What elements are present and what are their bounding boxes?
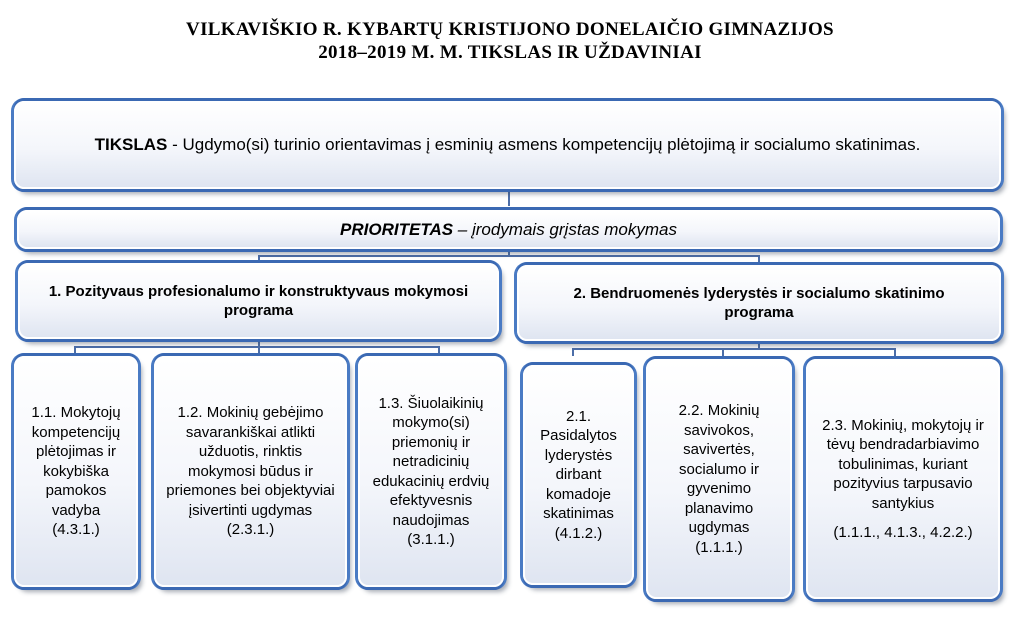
connector-program1-mid	[258, 346, 260, 354]
connector-goal-priority	[508, 190, 510, 206]
task-2-1-description: 2.1. Pasidalytos lyderystės dirbant komadoje skatinimas	[540, 407, 617, 523]
task-1-2-code: (2.3.1.)	[226, 521, 275, 539]
goal-description: - Ugdymo(si) turinio orientavimas į esminių asmens kompetencijų plėtojimą ir socialumo skatinimas.	[167, 135, 921, 155]
program-1-title: 1. Pozityvaus profesionalumo ir konstruktyvaus mokymosi programa	[48, 282, 469, 319]
task-box-1-1	[14, 356, 138, 587]
diagram-title	[0, 18, 1020, 64]
goal-text	[89, 135, 927, 155]
task-box-2-2	[646, 359, 792, 599]
task-1-1-text	[16, 403, 136, 540]
program-box-1	[18, 263, 499, 339]
connector-program2-left	[572, 348, 574, 356]
task-2-3-text	[808, 416, 998, 543]
task-1-3-description: 1.3. Šiuolaikinių mokymo(si) priemonių ir netradicinių edukacinių erdvių efektyvesnis naudojimas	[372, 394, 490, 529]
task-1-1-description: 1.1. Mokytojų kompetencijų plėtojimas ir kokybiška pamokos vadyba	[31, 404, 121, 519]
title-line-2: 2018–2019 M. M. TIKSLAS IR UŽDAVINIAI	[318, 42, 702, 63]
task-1-2-text	[156, 403, 345, 540]
task-2-3-description: 2.3. Mokinių, mokytojų ir tėvų bendradarbiavimo tobulinimas, kuriant pozityvius tarpusavio santykius	[822, 416, 984, 512]
goal-label: TIKSLAS	[94, 135, 168, 155]
connector-program2-bar	[572, 348, 896, 350]
goal-box	[14, 101, 1001, 189]
connector-priority-left	[258, 255, 260, 263]
task-box-2-3	[806, 359, 1000, 599]
task-2-2-text	[648, 401, 790, 557]
connector-program2-mid	[722, 348, 724, 356]
priority-text	[334, 220, 683, 240]
task-box-1-2	[154, 356, 347, 587]
connector-program1-bar	[74, 346, 440, 348]
task-1-3-text	[360, 394, 502, 550]
task-2-2-code: (1.1.1.)	[695, 538, 743, 556]
program-2-title: 2. Bendruomenės lyderystės ir socialumo skatinimo programa	[573, 284, 945, 321]
task-2-1-text	[525, 407, 632, 544]
connector-priority-bar	[258, 255, 760, 257]
connector-program1-right	[438, 346, 440, 354]
title-line-1: VILKAVIŠKIO R. KYBARTŲ KRISTIJONO DONELAIČIO GIMNAZIJOS	[186, 19, 834, 40]
task-1-1-code: (4.3.1.)	[52, 521, 100, 539]
connector-program1-left	[74, 346, 76, 354]
priority-box	[17, 210, 1000, 249]
priority-label: PRIORITETAS	[340, 219, 454, 239]
task-1-2-description: 1.2. Mokinių gebėjimo savarankiškai atlikti užduotis, rinktis mokymosi būdus ir priemones bei objektyviai įsivertinti ugdymas	[166, 404, 335, 519]
task-2-1-code: (4.1.2.)	[554, 524, 603, 542]
connector-priority-right	[758, 255, 760, 263]
task-1-3-code: (3.1.1.)	[407, 531, 455, 548]
task-2-2-description: 2.2. Mokinių savivokos, savivertės, socialumo ir gyvenimo planavimo ugdymas	[678, 402, 760, 536]
priority-description: – įrodymais grįstas mokymas	[453, 219, 677, 239]
task-2-3-code: (1.1.1., 4.1.3., 4.2.2.)	[833, 524, 973, 541]
program-box-2	[517, 265, 1001, 341]
task-box-2-1	[523, 365, 634, 585]
connector-program2-right	[894, 348, 896, 356]
task-box-1-3	[358, 356, 504, 587]
